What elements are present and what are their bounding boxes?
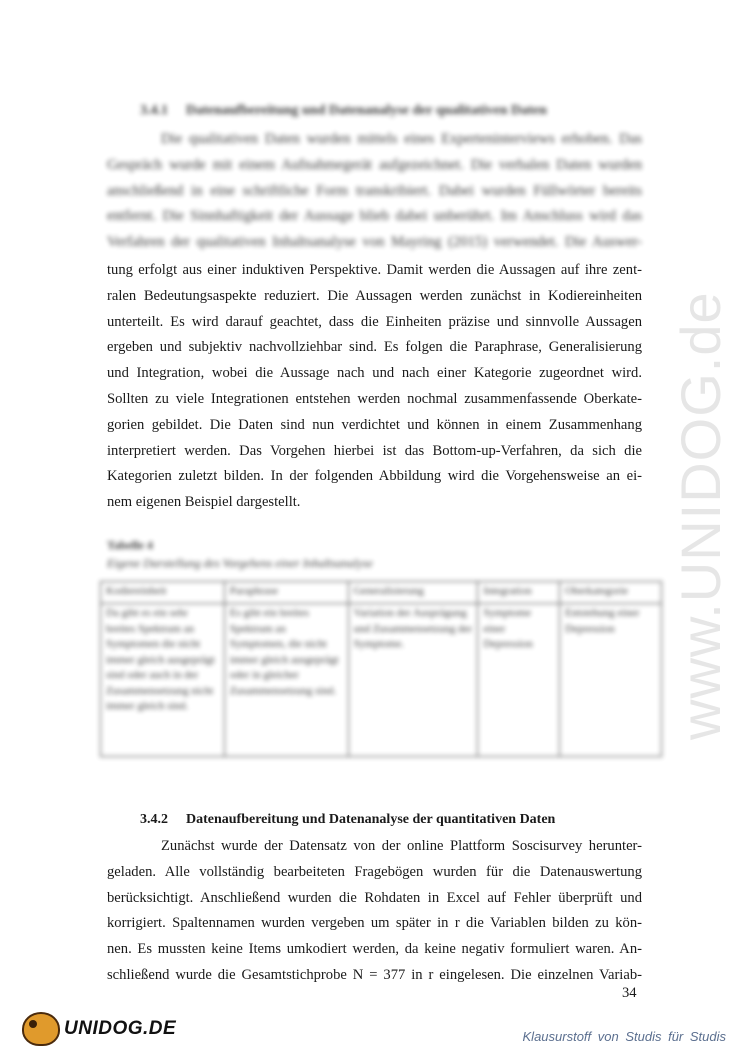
content-analysis-table <box>100 581 662 757</box>
text-line: unterteilt. Es wird darauf geachtet, dass die Einheiten präzise und sinnvolle Aussagen <box>107 313 642 330</box>
table-cell: Symptome einer Depression <box>478 604 560 757</box>
text-line: geladen. Alle vollständig bearbeiteten Fragebögen wurden für die Datenauswertung <box>107 863 642 880</box>
table-header-cell: Oberkategorie <box>560 582 662 604</box>
table-cell: Es gibt ein breites Spektrum an Symptomen, die nicht immer gleich ausgeprägt oder in gleicher Zusammensetzung sind. <box>224 604 348 757</box>
text-line: Gespräch wurde mit einem Aufnahmegerät aufgezeichnet. Die verbalen Daten wurden <box>107 156 642 173</box>
text-line: anschließend in eine schriftliche Form transkribiert. Dabei wurden Füllwörter bereits <box>107 182 642 199</box>
text-line: interpretiert werden. Das Vorgehen hierbei ist das Bottom-up-Verfahren, da sich die <box>107 442 642 459</box>
blurred-paragraph <box>107 127 642 256</box>
text-line: tung erfolgt aus einer induktiven Perspektive. Damit werden die Aussagen auf ihre zent- <box>107 262 642 278</box>
text-line: korrigiert. Spaltennamen wurden vergeben um später in r die Variablen bilden zu kön- <box>107 915 642 932</box>
text-line: gorien gebildet. Die Daten sind nun verdichtet und können in einem Zusammenhang <box>107 416 642 433</box>
table-cell: Da gibt es ein sehr breites Spektrum an Symptomen die nicht immer gleich ausgeprägt sind oder auch in der Zusammensetzung nicht immer gleich sind. <box>101 604 225 757</box>
section-number: 3.4.1 <box>140 103 168 118</box>
text-line: Die qualitativen Daten wurden mittels eines Experteninterviews erhoben. Das <box>161 131 642 147</box>
table-header-cell: Integration <box>478 582 560 604</box>
logo-text: UNIDOG.DE <box>64 1018 177 1039</box>
text-line: nem eigenen Beispiel dargestellt. <box>107 494 301 511</box>
section-number: 3.4.2 <box>140 812 168 827</box>
table-cell: Entstehung einer Depression <box>560 604 662 757</box>
paragraph-342 <box>107 834 642 989</box>
text-line: schließend wurde die Gesamtstichprobe N = 377 in r eingelesen. Die einzelnen Variab- <box>107 966 642 983</box>
text-line: nen. Es mussten keine Items umkodiert werden, da keine negativ formuliert waren. An- <box>107 941 642 958</box>
section-title: Datenaufbereitung und Datenanalyse der quantitativen Daten <box>186 812 556 827</box>
unidog-logo[interactable] <box>22 1012 176 1046</box>
text-line: entfernt. Die Sinnhaftigkeit der Aussage blieb dabei unberührt. Im Anschluss wird das <box>107 208 642 225</box>
text-line: Sollten zu viele Integrationen entstehen werden nochmal zusammenfassende Oberkate- <box>107 390 642 407</box>
watermark: www.UNIDOG.de <box>669 291 732 740</box>
table-header-cell: Generalisierung <box>348 582 478 604</box>
section-title: Datenaufbereitung und Datenanalyse der qualitativen Daten <box>186 103 547 118</box>
text-line: berücksichtigt. Anschließend wurden die Rohdaten in Excel auf Fehler überprüft und <box>107 889 642 906</box>
table-caption: Eigene Darstellung des Vorgehens einer Inhaltsanalyse <box>107 556 373 570</box>
table-row <box>101 604 662 757</box>
table-label: Tabelle 4 <box>107 538 153 552</box>
table-header-cell: Kodiereinheit <box>101 582 225 604</box>
paragraph-341 <box>107 258 642 516</box>
footer-tagline: Klausurstoff von Studis für Studis <box>522 1029 726 1044</box>
text-line: Zunächst wurde der Datensatz von der online Plattform Soscisurvey herunter- <box>161 838 642 854</box>
section-heading-342 <box>140 812 555 828</box>
text-line: und Integration, wobei die Aussage nach und nach einer Kategorie zugeordnet wird. <box>107 365 642 382</box>
text-line: ergeben und subjektiv nachvollziehbar sind. Es folgen die Paraphrase, Generalisierung <box>107 339 642 356</box>
page-number: 34 <box>622 985 637 1001</box>
text-line: ralen Bedeutungsaspekte reduziert. Die Aussagen werden zunächst in Kodiereinheiten <box>107 287 642 304</box>
dog-icon <box>22 1012 60 1046</box>
table-header-row <box>101 582 662 604</box>
text-line: Verfahren der qualitativen Inhaltsanalyse von Mayring (2015) verwendet. Die Auswer- <box>107 234 642 251</box>
table-header-cell: Paraphrase <box>224 582 348 604</box>
text-line: Kategorien zuletzt bilden. In der folgenden Abbildung wird die Vorgehensweise an ei- <box>107 468 642 485</box>
section-heading-341 <box>140 103 547 119</box>
table-cell: Variation der Ausprägung und Zusammensetzung der Symptome. <box>348 604 478 757</box>
